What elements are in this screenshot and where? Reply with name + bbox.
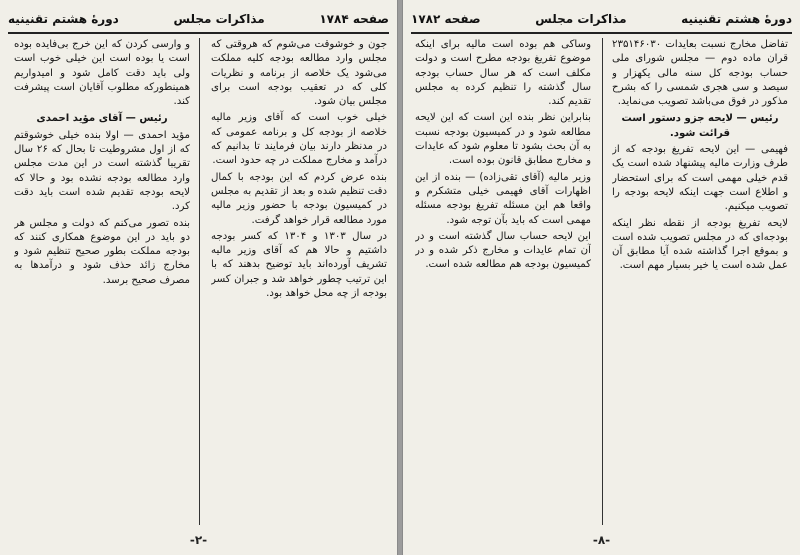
chair-line: رئیس — لایحه جزو دستور است قرائت شود.	[621, 113, 779, 139]
paragraph: وزیر مالیه (آقای تقی‌زاده) — بنده از این اظهارات آقای فهیمی خیلی متشکرم و واقعا هم این مسئله تفریغ بودجه مسئله مهمی است که باید بآن توجه شود.	[415, 171, 591, 226]
paragraph: تفاضل مخارج نسبت بعایدات ۲۳۵۱۴۶۰۳۰ قران ماده دوم — مجلس شورای ملی حساب بودجه کل سنه مالی یکهزار و سیصد و سی هجری شمسی را که بشرح مذکور در فوق می‌باشد تصویب می‌نماید.	[612, 39, 788, 108]
speaker-heading: رئیس — آقای مؤید احمدی	[36, 113, 168, 125]
right-page	[402, 0, 800, 555]
paragraph: بنده عرض کردم که این بودجه با کمال دقت تنظیم شده و بعد از تقدیم به مجلس در کمیسیون بودجه با حضور وزیر مالیه مورد مطالعه قرار خواهد گرفت.	[211, 171, 387, 226]
text-column-left	[415, 38, 591, 525]
paragraph: این لایحه حساب سال گذشته است و در آن تمام عایدات و مخارج ذکر شده و در کمیسیون بودجه هم مطالعه شده است.	[415, 230, 591, 271]
text-column-left	[14, 38, 190, 525]
paragraph: فهیمی — این لایحه تفریغ بودجه که از طرف وزارت مالیه پیشنهاد شده است یک قدم خیلی مهمی است که برای استحضار و اطلاع است جهت اینکه لایحه بودجه را تصویب میکنیم.	[612, 144, 788, 213]
session-label: دورهٔ هشتم تقنینیه	[8, 12, 119, 26]
paragraph: بنده تصور می‌کنم که دولت و مجلس هر دو باید در این موضوع همکاری کنند که بودجه مملکت بطور صحیح تنظیم شود و مخارج زائد حذف شود و درآمدها به مصرف صحیح برسد.	[14, 217, 190, 286]
page-label: صفحه ۱۷۸۲	[411, 12, 481, 26]
page-number: -۸-	[592, 533, 611, 547]
page-label: صفحه ۱۷۸۴	[319, 12, 389, 26]
paragraph: در سال ۱۳۰۳ و ۱۳۰۴ که کسر بودجه داشتیم و حالا هم که آقای وزیر مالیه تشریف آورده‌اند باید توضیح بدهند که با این ترتیب چطور خواهد شد و جبران کسر بودجه از چه محل خواهد بود.	[211, 230, 387, 300]
page-title: مذاکرات مجلس	[535, 12, 627, 26]
paragraph: جون و خوشوقت می‌شوم که هروقتی که مجلس وارد مطالعه بودجه کلیه مملکت می‌شود یک خلاصه از برنامه و نظریات کلی که در تعقیب بودجه است برای مجلس بیان شود.	[211, 39, 387, 108]
right-page-header	[411, 6, 792, 34]
column-divider	[602, 38, 603, 525]
text-column-right	[211, 38, 387, 525]
paragraph: وساکی هم بوده است مالیه برای اینکه موضوع تفریغ بودجه مطرح است و دولت مکلف است که هر سال حساب بودجه سال گذشته را تنظیم کرده به مجلس تقدیم کند.	[415, 39, 591, 108]
text-column-right	[612, 38, 788, 525]
left-page-header	[8, 6, 389, 34]
paragraph: بنابراین نظر بنده این است که این لایحه مطالعه شود و در کمیسیون بودجه نسبت به آن بحث بشود تا معلوم شود که عایدات و مخارج مطابق قانون بوده است.	[415, 112, 591, 167]
page-title: مذاکرات مجلس	[173, 12, 265, 26]
page-number: -۲-	[189, 533, 208, 547]
left-page	[0, 0, 398, 555]
session-label: دورهٔ هشتم تقنینیه	[681, 12, 792, 26]
column-divider	[199, 38, 200, 525]
paragraph: خیلی خوب است که آقای وزیر مالیه خلاصه از بودجه کل و برنامه عمومی که در مدنظر دارند بیان فرمایند تا بدانیم که درآمد و مخارج مملکت در چه حدود است.	[211, 112, 387, 167]
paragraph: و وارسی کردن که این خرج بی‌فایده بوده است یا بوده است این خیلی خوب است ولی باید دقت کامل شود و امیدواریم همینطورکه مطلوب آقایان است پیشرفت کند.	[14, 39, 190, 108]
paragraph: مؤید احمدی — اولا بنده خیلی خوشوقتم که از اول مشروطیت تا بحال که ۲۶ سال تقریبا گذشته است در این مدت مجلس وارد مطالعه بودجه نشده بود و حالا که لایحه بودجه تقدیم شده است باید دقت کرد.	[14, 129, 190, 213]
paragraph: لایحه تفریغ بودجه از نقطه نظر اینکه بودجه‌ای که در مجلس تصویب شده است و بموقع اجرا گذاشته شده آیا مطابق آن عمل شده است یا خیر بسیار مهم است.	[612, 217, 788, 272]
